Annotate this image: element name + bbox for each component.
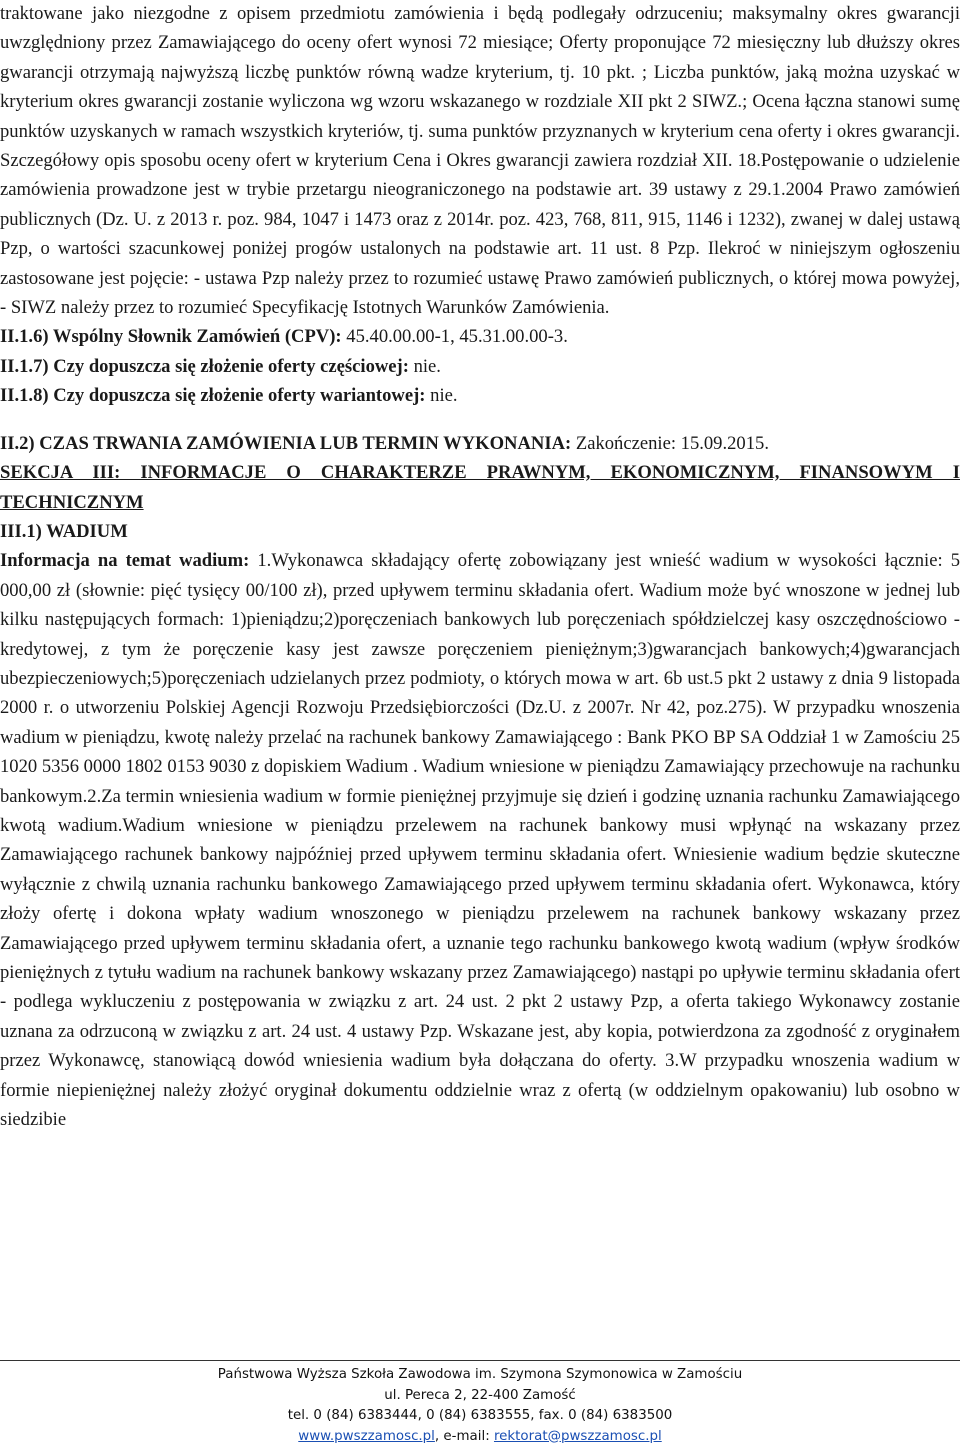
variant-offer-value: nie. [425, 385, 458, 407]
wadium-paragraph [0, 546, 960, 1134]
partial-offer-value: nie. [408, 355, 441, 377]
email-prefix: , e-mail: [434, 1428, 494, 1444]
variant-offer-line [0, 381, 960, 410]
wadium-info-text: 1.Wykonawca składający ofertę zobowiązany jest wnieść wadium w wysokości łącznie: 5 000,00 zł (słownie: pięć tysięcy 00/100 zł), przed upływem terminu składania ofert. Wadium może być wnoszone w jednej lub kilku następujących formach: 1)pieniądzu;2)poręczeniach bankowych lub poręczeniach spółdzielczej kasy oszczędnościowo - kredytowej, z tym że poręczenie kasy jest zawsze poręczeniem pieniężnym;3)gwarancjach bankowych;4)gwarancjach ubezpieczeniowych;5)poręczeniach udzielanych przez podmioty, o których mowa w art. 6b ust.5 pkt 2 ustawy z dnia 9 listopada 2000 r. o utworzeniu Polskiej Agencji Rozwoju Przedsiębiorczości (Dz.U. z 2007r. Nr 42, poz.275). W przypadku wnoszenia wadium w pieniądzu, kwotę należy przelać na rachunek bankowy Zamawiającego : Bank PKO BP SA Oddział 1 w Zamościu 25 1020 5356 0000 1802 0153 9030 z dopiskiem Wadium . Wadium wniesione w pieniądzu Zamawiający przechowuje na rachunku bankowym.2.Za termin wniesienia wadium w formie pieniężnej przyjmuje się dzień i godzinę uznania rachunku Zamawiającego kwotą wadium.Wadium wniesione w pieniądzu przelewem na rachunek bankowy musi wpłynąć na wskazany przez Zamawiającego rachunek bankowy najpóźniej przed upływem terminu składania ofert. Wniesienie wadium będzie skuteczne wyłącznie z chwilą uznania rachunku bankowego Zamawiającego przed upływem terminu składania ofert. Wykonawca, który złoży ofertę i dokona wpłaty wadium wnoszonego w pieniądzu przelewem na rachunek bankowy wskazany przez Zamawiającego przed upływem terminu składania ofert, a uznanie tego rachunku bankowego kwotą wadium (wpływ środków pieniężnych z tytułu wadium na rachunek bankowy wskazany przez Zamawiającego) nastąpi po upływie terminu składania ofert - podlega wykluczeniu z postępowania w związku z art. 24 ust. 2 pkt 2 ustawy Pzp, a oferta takiego Wykonawcy zostanie uznana za odrzuconą w związku z art. 24 ust. 4 ustawy Pzp. Wskazane jest, aby kopia, potwierdzona za zgodność z oryginałem przez Wykonawcę, stanowiącą dowód wniesienia wadium była dołączana do oferty. 3.W przypadku wnoszenia wadium w formie niepieniężnej należy złożyć oryginał dokumentu oddzielnie wraz z ofertą (w oddzielnym opakowaniu) lub osobno w siedzibie [0, 550, 960, 1131]
spacer [0, 411, 960, 429]
cpv-value: 45.40.00.00-1, 45.31.00.00-3. [341, 326, 568, 348]
variant-offer-label: II.1.8) Czy dopuszcza się złożenie oferty wariantowej: [0, 385, 426, 407]
footer-address: ul. Pereca 2, 22-400 Zamość [384, 1387, 576, 1403]
footer-phone: tel. 0 (84) 6383444, 0 (84) 6383555, fax. 0 (84) 6383500 [287, 1408, 673, 1423]
duration-value: Zakończenie: 15.09.2015. [571, 432, 769, 454]
evaluation-criteria-paragraph: traktowane jako niezgodne z opisem przedmiotu zamówienia i będą podlegały odrzuceniu; maksymalny okres gwarancji uwzględniony przez Zamawiającego do oceny ofert wynosi 72 miesiące; Oferty proponujące 72 miesięczny lub dłuższy okres gwarancji otrzymają najwyższą liczbę punktów równą wadze kryterium, tj. 10 pkt. ; Liczba punktów, jaką można uzyskać w kryterium okres gwarancji zostanie wyliczona wg wzoru wskazanego w rozdziale XII pkt 2 SIWZ.; Ocena łączna stanowi sumę punktów uzyskanych w ramach wszystkich kryteriów, tj. suma punktów przyznanych w kryterium cena oferty i okres gwarancji. Szczegółowy opis sposobu oceny ofert w kryterium Cena i Okres gwarancji zawiera rozdział XII. 18.Postępowanie o udzielenie zamówienia prowadzone jest w trybie przetargu nieograniczonego na podstawie art. 39 ustawy z 29.1.2004 Prawo zamówień publicznych (Dz. U. z 2013 r. poz. 984, 1047 i 1473 oraz z 2014r. poz. 423, 768, 811, 915, 1146 i 1232), zwanej w dalej ustawą Pzp, o wartości szacunkowej poniżej progów ustalonych na podstawie art. 11 ust. 8 Pzp. Ilekroć w niniejszym ogłoszeniu zastosowane jest pojęcie: - ustawa Pzp należy przez to rozumieć ustawę Prawo zamówień publicznych, o której mowa powyżej, - SIWZ należy przez to rozumieć Specyfikację Istotnych Warunków Zamówienia. [0, 3, 960, 319]
partial-offer-label: II.1.7) Czy dopuszcza się złożenie oferty częściowej: [0, 355, 409, 377]
cpv-line [0, 322, 960, 351]
partial-offer-line [0, 352, 960, 381]
cpv-label: II.1.6) Wspólny Słownik Zamówień (CPV): [0, 326, 342, 348]
wadium-heading: III.1) WADIUM [0, 520, 128, 542]
footer-divider [0, 1360, 960, 1361]
footer-contact [0, 1427, 960, 1448]
email-link[interactable]: rektorat@pwszzamosc.pl [493, 1428, 662, 1444]
website-link[interactable]: www.pwszzamosc.pl [298, 1428, 435, 1444]
wadium-info-label: Informacja na temat wadium: [0, 550, 250, 572]
duration-label: II.2) CZAS TRWANIA ZAMÓWIENIA LUB TERMIN WYKONANIA: [0, 432, 572, 454]
footer-institution: Państwowa Wyższa Szkoła Zawodowa im. Szymona Szymonowica w Zamościu [217, 1367, 743, 1382]
page-footer [0, 1365, 960, 1447]
section-3-heading: SEKCJA III: INFORMACJE O CHARAKTERZE PRAWNYM, EKONOMICZNYM, FINANSOWYM I TECHNICZNYM [0, 462, 960, 513]
duration-line [0, 429, 960, 458]
